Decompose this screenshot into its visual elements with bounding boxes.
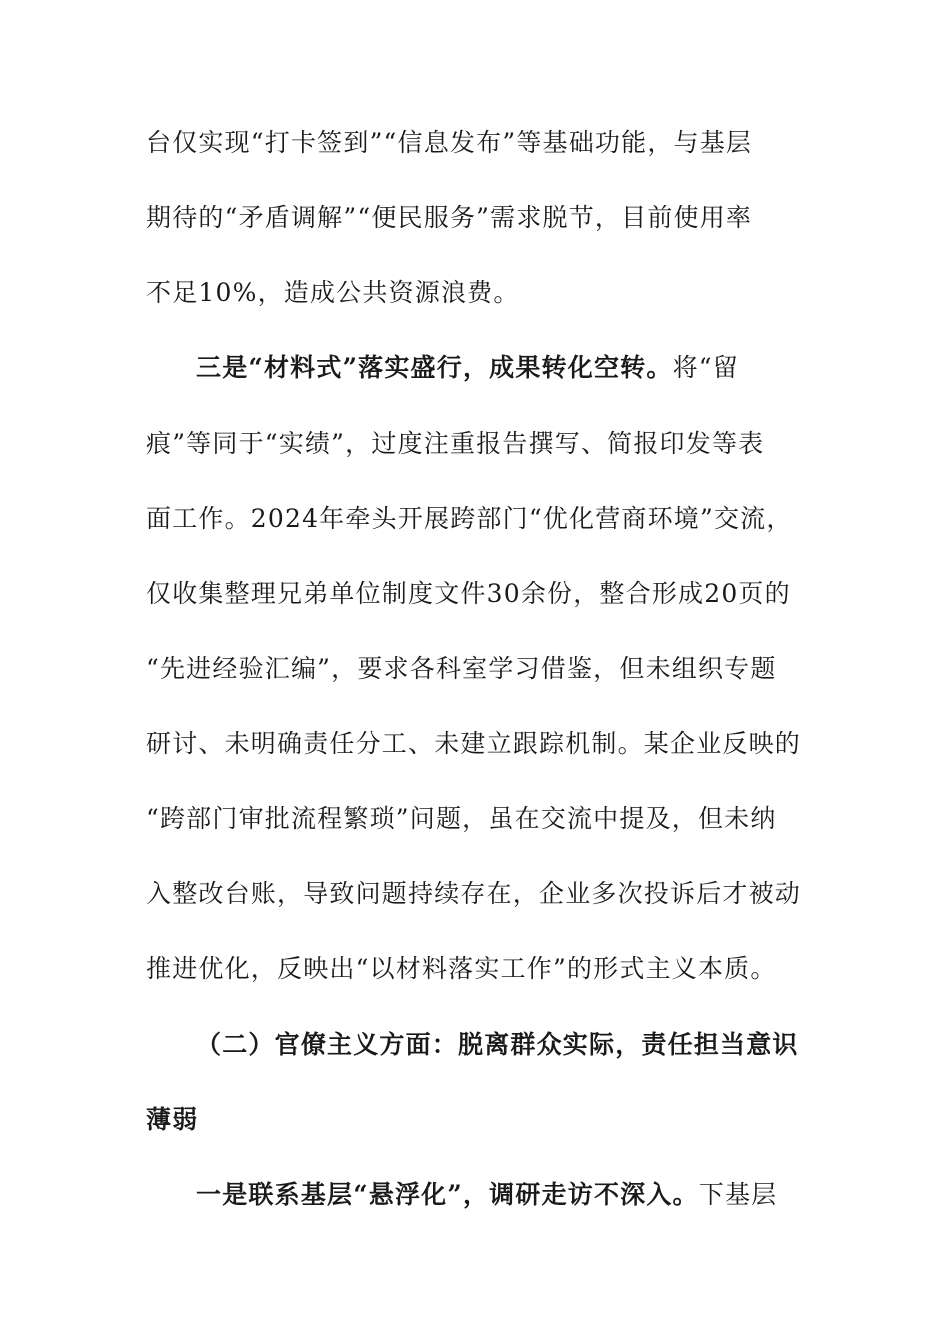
line-text: 台仅实现“打卡签到”“信息发布”等基础功能，与基层 — [146, 128, 753, 157]
paragraph-line — [146, 428, 786, 460]
section-heading-line — [146, 1104, 786, 1136]
line-heading-text: 三是“材料式”落实盛行，成果转化空转。 — [196, 353, 673, 382]
paragraph-line — [196, 1179, 786, 1211]
paragraph-line — [146, 277, 786, 309]
paragraph-line — [196, 352, 786, 384]
line-text: 仅收集整理兄弟单位制度文件30余份，整合形成20页的 — [146, 579, 791, 608]
paragraph-line — [146, 878, 802, 910]
line-text: 不足10%，造成公共资源浪费。 — [146, 278, 520, 307]
paragraph-line — [146, 578, 791, 610]
paragraph-line — [146, 803, 786, 835]
section-heading-line — [196, 1029, 799, 1061]
line-text: 研讨、未明确责任分工、未建立跟踪机制。某企业反映的 — [146, 729, 802, 758]
line-text: 将“留 — [672, 353, 739, 382]
line-text: 下基层 — [698, 1180, 778, 1209]
paragraph-line — [146, 127, 786, 159]
line-text: 面工作。2024年牵头开展跨部门“优化营商环境”交流， — [146, 504, 793, 533]
line-text: “跨部门审批流程繁琐”问题，虽在交流中提及，但未纳 — [146, 804, 777, 833]
paragraph-line — [146, 953, 786, 985]
paragraph-line — [146, 653, 786, 685]
line-text: 推进优化，反映出“以材料落实工作”的形式主义本质。 — [146, 954, 777, 983]
line-heading-text: 一是联系基层“悬浮化”，调研走访不深入。 — [196, 1180, 699, 1209]
line-text: 痕”等同于“实绩”，过度注重报告撰写、简报印发等表 — [146, 429, 765, 458]
line-text: 期待的“矛盾调解”“便民服务”需求脱节，目前使用率 — [146, 203, 753, 232]
paragraph-line — [146, 728, 802, 760]
section-heading-text: （二）官僚主义方面：脱离群众实际，责任担当意识 — [196, 1030, 799, 1059]
paragraph-line — [146, 202, 786, 234]
paragraph-line — [146, 503, 793, 535]
line-text: “先进经验汇编”，要求各科室学习借鉴，但未组织专题 — [146, 654, 777, 683]
line-text: 入整改台账，导致问题持续存在，企业多次投诉后才被动 — [146, 879, 802, 908]
section-heading-text: 薄弱 — [146, 1105, 199, 1134]
